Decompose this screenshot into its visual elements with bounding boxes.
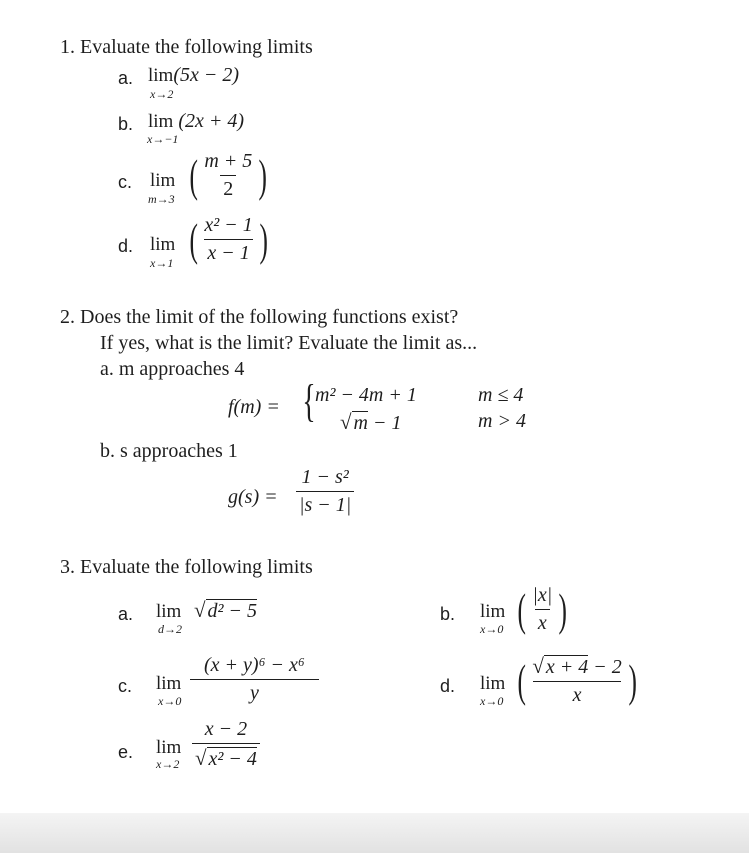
q1b-body: (2x + 4) — [178, 110, 245, 132]
q3c-fraction — [190, 654, 319, 705]
q3b-denominator: x — [535, 609, 550, 635]
q3e-subscript: x→2 — [156, 757, 180, 771]
q3b-label: b. — [440, 604, 456, 624]
case2-expression: √ m − 1 — [340, 410, 402, 434]
q1c-denominator: 2 — [220, 175, 236, 201]
q2-heading: 2. Does the limit of the following functions exist? — [60, 306, 459, 328]
f-definition-lhs: f(m) = — [228, 396, 280, 418]
q1c-fraction — [186, 150, 271, 201]
q3d-fraction — [514, 654, 640, 707]
q3a-lim: lim — [156, 601, 182, 622]
q1d-denominator: x − 1 — [204, 239, 252, 265]
left-brace: { — [302, 375, 316, 426]
q3c-lim: lim — [156, 673, 182, 694]
right-paren: ) — [259, 213, 268, 265]
g-numerator: 1 − s² — [301, 466, 349, 488]
q3d-lim: lim — [480, 673, 506, 694]
q1a-expression — [148, 64, 239, 87]
left-paren: ( — [189, 149, 198, 201]
case2-radicand: m — [353, 412, 368, 434]
q3-heading: 3. Evaluate the following limits — [60, 556, 313, 578]
q3c-denominator: y — [190, 679, 319, 705]
lim-operator: lim — [148, 65, 174, 86]
q3d-denominator: x — [533, 681, 622, 707]
q1c-numerator: m + 5 — [204, 150, 253, 172]
q3b-numerator: |x| — [532, 584, 553, 606]
q3d-subscript: x→0 — [480, 694, 504, 708]
right-paren: ) — [628, 654, 637, 706]
left-paren: ( — [189, 213, 198, 265]
q3e-label: e. — [118, 742, 134, 762]
q1c-label: c. — [118, 172, 133, 192]
radical-sign: √ — [195, 746, 207, 770]
q3d-radicand: x + 4 — [545, 656, 589, 678]
q2-subheading: If yes, what is the limit? Evaluate the limit as... — [100, 332, 478, 354]
q3e-denominator — [192, 743, 260, 771]
radical-sign: √ — [532, 654, 544, 678]
q1a-subscript: x→2 — [150, 87, 174, 101]
q2a-intro: a. m approaches 4 — [100, 358, 245, 380]
g-fraction — [296, 466, 354, 517]
q3e-fraction — [192, 718, 260, 771]
q1d-subscript: x→1 — [150, 256, 174, 270]
q3b-fraction — [514, 584, 571, 635]
q2b-intro: b. s approaches 1 — [100, 440, 238, 462]
q3e-lim: lim — [156, 737, 182, 758]
radical-sign: √ — [340, 410, 352, 434]
q3a-radicand: d² − 5 — [207, 600, 258, 622]
q3d-numerator — [529, 654, 624, 681]
bottom-gradient-bar — [0, 813, 749, 853]
case2-condition: m > 4 — [478, 410, 526, 432]
q1d-lim: lim — [150, 234, 176, 255]
q3a-label: a. — [118, 604, 134, 624]
q3c-numerator: (x + y)⁶ − x⁶ — [204, 654, 305, 676]
q3a-subscript: d→2 — [158, 622, 182, 636]
q1b-label: b. — [118, 114, 134, 134]
q1-heading: 1. Evaluate the following limits — [60, 36, 313, 58]
q1d-numerator: x² − 1 — [204, 214, 253, 236]
q3c-label: c. — [118, 676, 133, 696]
q1c-lim: lim — [150, 170, 176, 191]
left-paren: ( — [517, 583, 526, 635]
q1d-fraction — [186, 214, 271, 265]
left-paren: ( — [517, 654, 526, 706]
q3d-numerator-rest: − 2 — [588, 656, 622, 678]
g-denominator: |s − 1| — [296, 491, 354, 517]
q1b-expression — [148, 110, 244, 133]
q1a-label: a. — [118, 68, 134, 88]
q1c-subscript: m→3 — [148, 192, 175, 206]
case1-condition: m ≤ 4 — [478, 384, 524, 406]
q3b-subscript: x→0 — [480, 622, 504, 636]
lim-operator: lim — [148, 111, 174, 132]
q3d-label: d. — [440, 676, 456, 696]
q3a-sqrt — [194, 598, 257, 623]
q3b-lim: lim — [480, 601, 506, 622]
q1a-body: (5x − 2) — [173, 64, 240, 86]
g-definition-lhs: g(s) = — [228, 486, 278, 508]
right-paren: ) — [558, 583, 568, 635]
q3c-subscript: x→0 — [158, 694, 182, 708]
q1b-subscript: x→−1 — [147, 132, 179, 146]
q1d-label: d. — [118, 236, 134, 256]
right-paren: ) — [258, 149, 268, 201]
case1-expression: m² − 4m + 1 — [315, 384, 417, 406]
radical-sign: √ — [194, 598, 206, 622]
q3e-numerator: x − 2 — [204, 718, 248, 740]
q3e-radicand: x² − 4 — [208, 748, 257, 770]
